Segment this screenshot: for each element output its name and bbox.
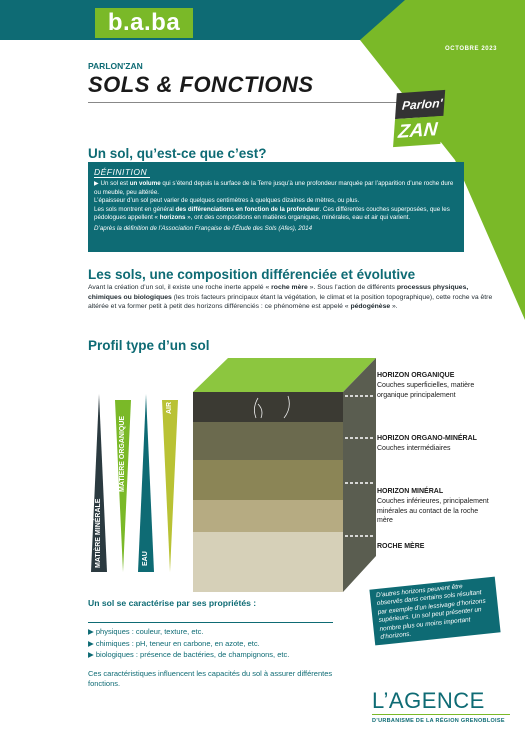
property-item: ▶ biologiques : présence de bactéries, de champignons, etc. bbox=[88, 650, 290, 659]
title-rule bbox=[88, 102, 428, 103]
horizon-organo-mineral-desc: Couches intermédiaires bbox=[377, 445, 451, 452]
properties-heading: Un sol se caractérise par ses propriétés : bbox=[88, 598, 257, 608]
page-title: SOLS & FONCTIONS bbox=[88, 72, 314, 97]
horizons-note: D’autres horizons peuvent être observés dans certains sols résultant par exemple d’un lessivage d’horizons supérieurs. Un sol peut présenter un nombre plus ou moins important d’horizons. bbox=[369, 577, 500, 646]
properties-list bbox=[88, 626, 333, 661]
horizon-organique-desc: Couches superficielles, matière organique principalement bbox=[377, 382, 475, 399]
parlonzan-badge: Parlon'ZAN bbox=[394, 87, 489, 127]
properties-conclusion: Ces caractéristiques influencent les capacités du sol à assurer différentes fonctions. bbox=[88, 669, 333, 688]
triangle-air bbox=[162, 400, 178, 572]
property-item: ▶ chimiques : pH, teneur en carbone, en azote, etc. bbox=[88, 638, 260, 648]
publication-date: OCTOBRE 2023 bbox=[445, 46, 498, 52]
section-heading-composition: Les sols, une composition différenciée et évolutive bbox=[88, 267, 416, 282]
label-matiere-organique: MATIÈRE ORGANIQUE bbox=[119, 415, 126, 492]
definition-title: DÉFINITION bbox=[94, 167, 148, 177]
section-heading-definition: Un sol, qu’est-ce que c’est? bbox=[88, 146, 267, 161]
property-item: ▶ physiques : couleur, texture, etc. bbox=[88, 627, 204, 636]
label-eau: EAU bbox=[142, 551, 149, 566]
section-heading-profile: Profil type d’un sol bbox=[88, 338, 210, 353]
definition-text: ▶ Un sol est un volume qui s’étend depuis la surface de la Terre jusqu’à une profondeur marquée par l’apparition d’une roche dure ou meuble, peu altérée. L’épaisseur d’un sol peut varier de quelques centimètres à quelques dizaines de mètres, ou plus. Les sols montrent en général des différenciations en fonction de la profondeur. Ces différentes couches superposées, que les pédologues appellent « horizons », ont des compositions en matières organiques, minérales, eau et air qui varient. D’après la définition de l’Association Française de l’Étude des Sols (Afes), 2014 bbox=[94, 180, 458, 234]
roche-mere-title: ROCHE MÈRE bbox=[377, 543, 425, 550]
definition-source: D’après la définition de l’Association Française de l’Étude des Sols (Afes), 2014 bbox=[94, 224, 313, 232]
definition-box bbox=[88, 164, 464, 252]
logo: b.a.ba bbox=[95, 8, 193, 38]
series-kicker: PARLON'ZAN bbox=[88, 61, 143, 71]
agence-subtitle: D’URBANISME DE LA RÉGION GRENOBLOISE bbox=[372, 718, 505, 724]
triangle-water bbox=[138, 394, 154, 572]
horizon-organique-title: HORIZON ORGANIQUE bbox=[377, 372, 455, 379]
composition-triangles bbox=[88, 386, 188, 572]
soil-profile-illustration bbox=[188, 358, 378, 596]
label-matiere-minerale: MATIÈRE MINÉRALE bbox=[95, 498, 102, 568]
composition-paragraph: Avant la création d’un sol, il existe une roche inerte appelé « roche mère ». Sous l’action de différents processus physiques, chimiques ou biologiques (les trois facteurs principaux étant la végétation, le climat et la position topographique), cette roche va être altérée et va former petit à petit des horizons différenciés : ce phénomène est appelé « pédogénèse ». bbox=[88, 284, 493, 311]
horizon-mineral-title: HORIZON MINÉRAL bbox=[377, 488, 444, 495]
label-air: AIR bbox=[166, 401, 173, 414]
horizon-mineral-desc: Couches inférieures, principalement minérales au contact de la roche mère bbox=[377, 498, 489, 524]
horizon-organo-mineral-title: HORIZON ORGANO-MINÉRAL bbox=[377, 435, 477, 442]
agence-logo: L’AGENCE bbox=[372, 688, 485, 713]
